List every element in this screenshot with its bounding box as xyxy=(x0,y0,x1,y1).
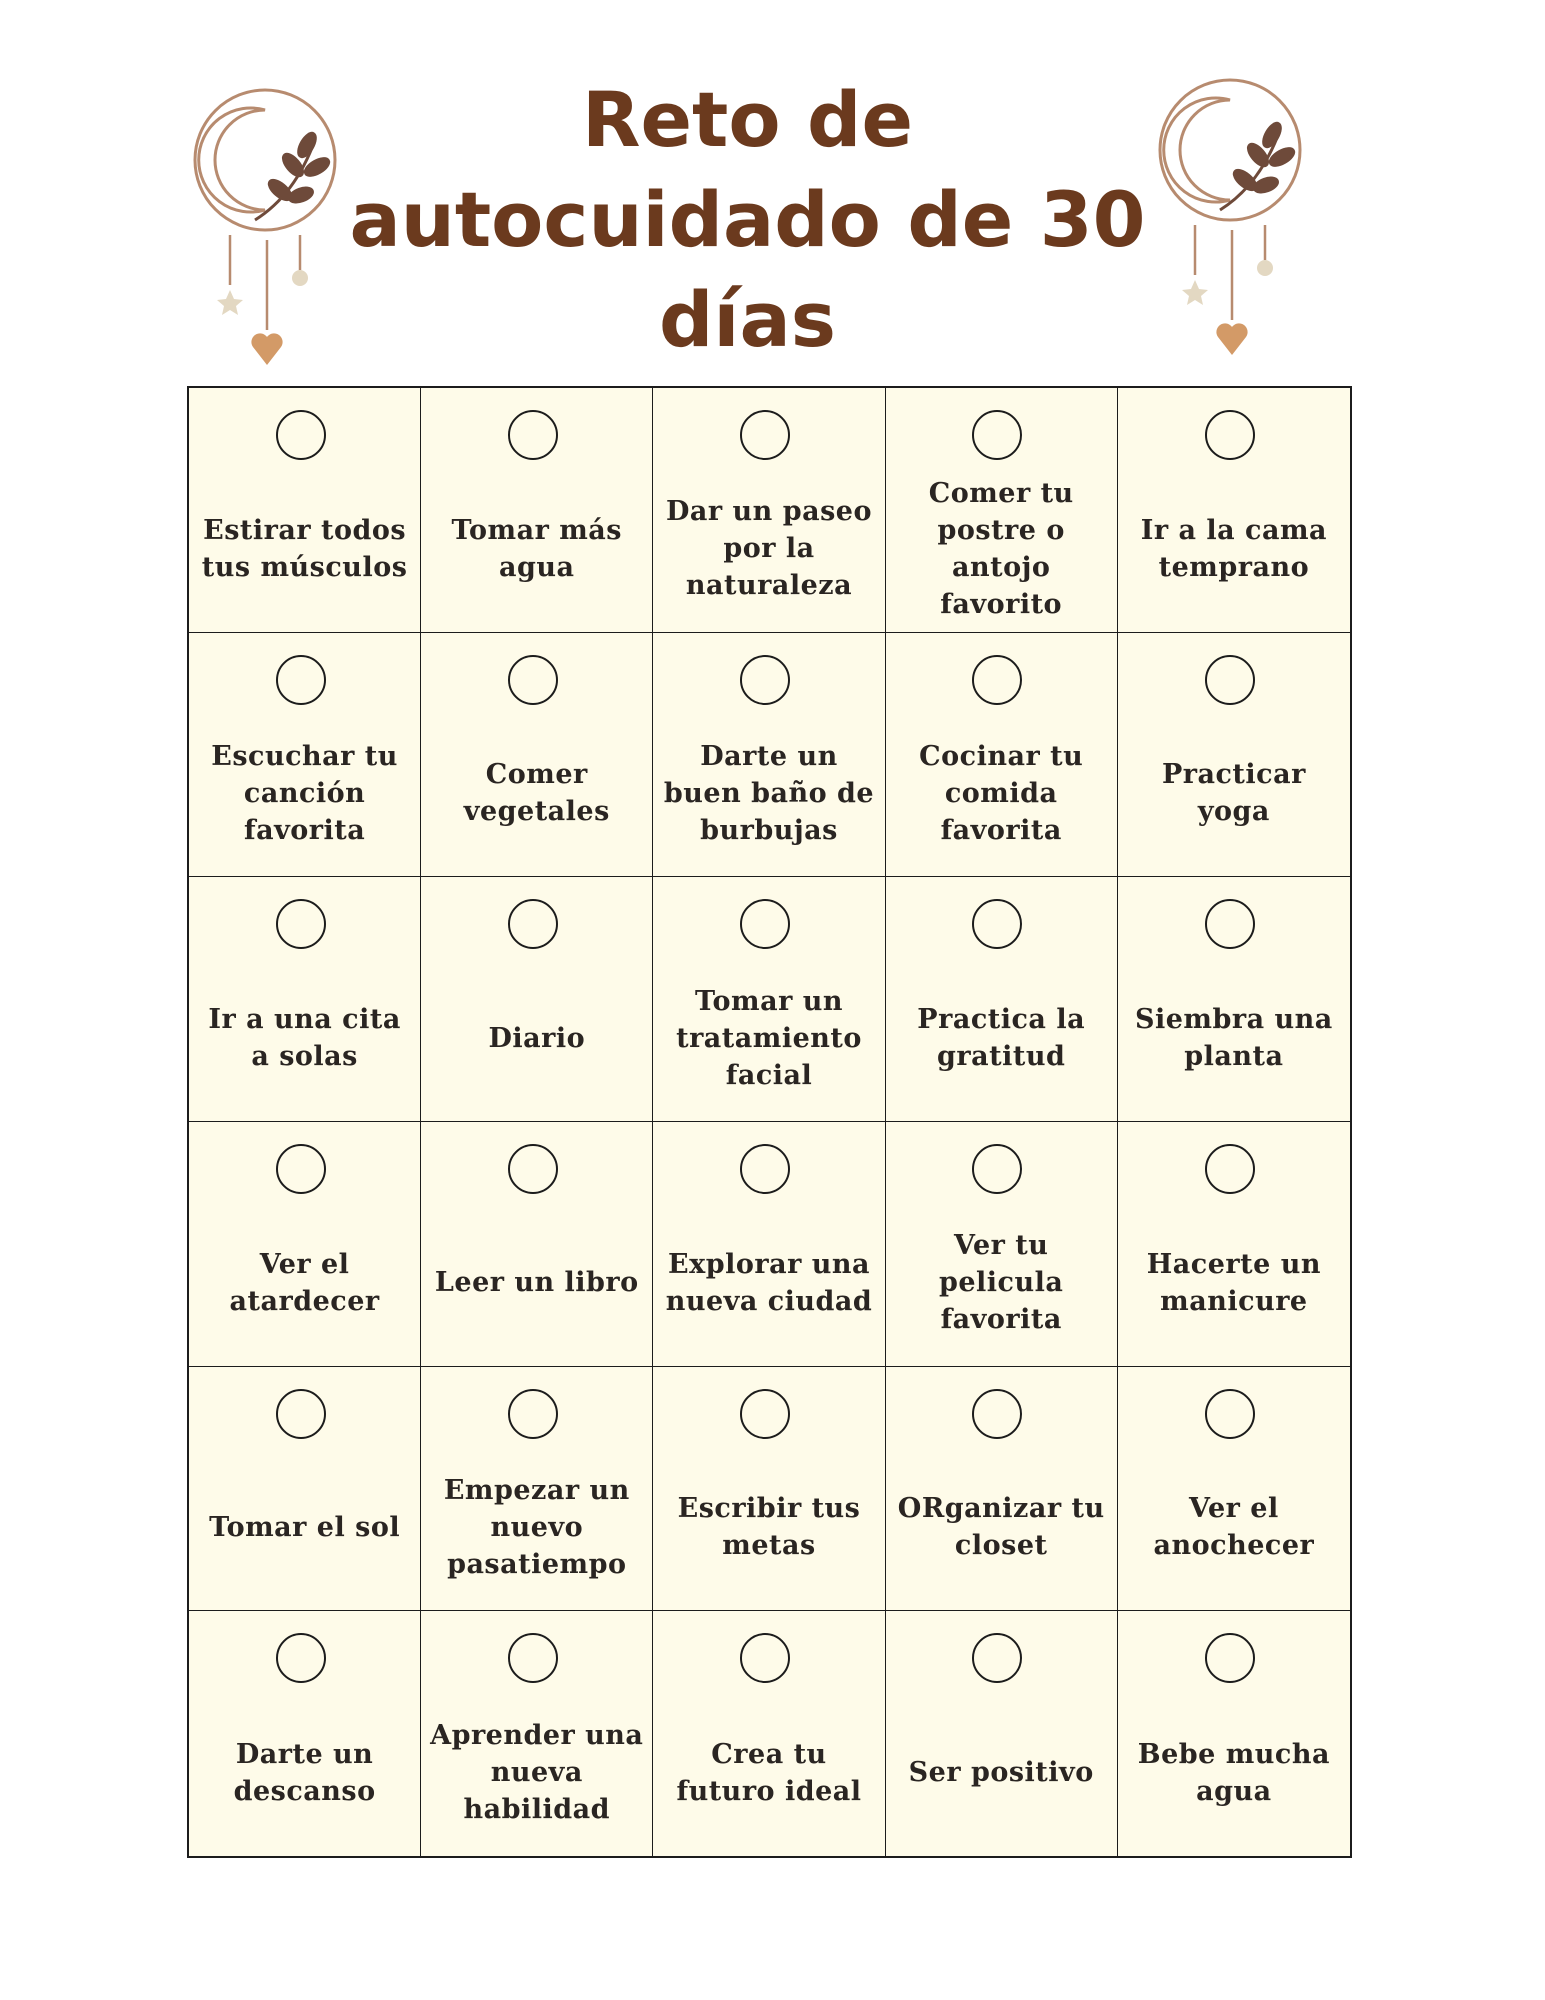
challenge-cell xyxy=(653,388,885,633)
title-line-3: días xyxy=(659,275,836,364)
challenge-label: Practica la gratitud xyxy=(917,1004,1086,1073)
challenge-cell xyxy=(886,1611,1118,1856)
challenge-cell xyxy=(421,1611,653,1856)
heart-icon xyxy=(1216,323,1247,355)
crescent-moon-icon xyxy=(1160,80,1300,220)
checkbox-circle[interactable] xyxy=(276,655,326,705)
challenge-label: Ir a la cama temprano xyxy=(1140,514,1328,583)
dot-icon xyxy=(1257,260,1273,276)
challenge-label: Comer tu postre o antojo favorito xyxy=(928,477,1074,620)
challenge-cell xyxy=(421,1367,653,1612)
title-line-2: autocuidado de 30 xyxy=(349,175,1146,264)
challenge-cell xyxy=(653,1122,885,1367)
challenge-cell xyxy=(421,1122,653,1367)
challenge-label: Siembra una planta xyxy=(1135,1004,1333,1073)
checkbox-circle[interactable] xyxy=(972,655,1022,705)
checkbox-circle[interactable] xyxy=(1205,1144,1255,1194)
challenge-label: Empezar un nuevo pasatiempo xyxy=(443,1474,630,1580)
challenge-label: Escribir tus metas xyxy=(677,1493,861,1562)
challenge-cell xyxy=(189,1122,421,1367)
challenge-label: Cocinar tu comida favorita xyxy=(919,740,1084,846)
challenge-label: Explorar una nueva ciudad xyxy=(665,1248,873,1317)
crescent-moon-icon xyxy=(195,90,335,230)
checkbox-circle[interactable] xyxy=(508,1633,558,1683)
challenge-label: Ver el atardecer xyxy=(229,1248,380,1317)
challenge-cell xyxy=(1118,633,1350,878)
checkbox-circle[interactable] xyxy=(276,899,326,949)
challenge-cell xyxy=(189,877,421,1122)
challenge-cell xyxy=(653,1611,885,1856)
checkbox-circle[interactable] xyxy=(508,410,558,460)
checkbox-circle[interactable] xyxy=(1205,410,1255,460)
challenge-cell xyxy=(1118,388,1350,633)
challenge-cell xyxy=(189,1611,421,1856)
moon-decoration-left xyxy=(185,85,345,375)
challenge-cell xyxy=(886,388,1118,633)
challenge-cell xyxy=(189,388,421,633)
checkbox-circle[interactable] xyxy=(276,410,326,460)
checkbox-circle[interactable] xyxy=(508,1389,558,1439)
challenge-cell xyxy=(886,1367,1118,1612)
checkbox-circle[interactable] xyxy=(740,899,790,949)
checkbox-circle[interactable] xyxy=(972,1633,1022,1683)
challenge-label: Darte un descanso xyxy=(233,1738,376,1807)
challenge-label: Diario xyxy=(488,1022,586,1054)
heart-icon xyxy=(251,333,282,365)
challenge-cell xyxy=(421,633,653,878)
star-icon xyxy=(217,290,243,315)
checkbox-circle[interactable] xyxy=(1205,655,1255,705)
challenge-label: Estirar todos tus músculos xyxy=(201,514,408,583)
challenge-label: Tomar un tratamiento facial xyxy=(676,985,862,1091)
checkbox-circle[interactable] xyxy=(740,1633,790,1683)
checkbox-circle[interactable] xyxy=(276,1389,326,1439)
star-icon xyxy=(1182,280,1208,305)
challenge-label: Ser positivo xyxy=(908,1757,1094,1789)
challenge-cell xyxy=(421,388,653,633)
checkbox-circle[interactable] xyxy=(1205,1389,1255,1439)
challenge-label: Escuchar tu canción favorita xyxy=(211,740,398,846)
challenge-cell xyxy=(189,1367,421,1612)
checkbox-circle[interactable] xyxy=(1205,899,1255,949)
checkbox-circle[interactable] xyxy=(972,410,1022,460)
challenge-grid xyxy=(187,386,1352,1858)
checkbox-circle[interactable] xyxy=(508,1144,558,1194)
checkbox-circle[interactable] xyxy=(740,1144,790,1194)
checkbox-circle[interactable] xyxy=(740,1389,790,1439)
challenge-cell xyxy=(653,1367,885,1612)
challenge-cell xyxy=(1118,877,1350,1122)
challenge-label: Tomar más agua xyxy=(451,514,623,583)
title-line-1: Reto de xyxy=(581,75,913,164)
challenge-cell xyxy=(1118,1367,1350,1612)
challenge-label: Comer vegetales xyxy=(463,759,610,828)
challenge-label: Practicar yoga xyxy=(1161,759,1306,828)
challenge-cell xyxy=(189,633,421,878)
challenge-label: Darte un buen baño de burbujas xyxy=(663,740,875,846)
challenge-label: Tomar el sol xyxy=(209,1511,401,1543)
page-title xyxy=(330,70,1165,370)
leaf-branch-icon xyxy=(1220,121,1296,210)
leaf-branch-icon xyxy=(255,131,331,220)
checkbox-circle[interactable] xyxy=(508,899,558,949)
challenge-label: Hacerte un manicure xyxy=(1146,1248,1321,1317)
challenge-cell xyxy=(886,1122,1118,1367)
challenge-label: Ver tu pelicula favorita xyxy=(938,1230,1064,1336)
challenge-label: Leer un libro xyxy=(434,1267,639,1299)
challenge-cell xyxy=(886,633,1118,878)
challenge-cell xyxy=(653,633,885,878)
challenge-cell xyxy=(1118,1122,1350,1367)
challenge-cell xyxy=(653,877,885,1122)
challenge-cell xyxy=(1118,1611,1350,1856)
checkbox-circle[interactable] xyxy=(972,899,1022,949)
challenge-label: Ver el anochecer xyxy=(1153,1493,1315,1562)
checkbox-circle[interactable] xyxy=(972,1144,1022,1194)
checkbox-circle[interactable] xyxy=(1205,1633,1255,1683)
challenge-label: Dar un paseo por la naturaleza xyxy=(666,496,872,602)
challenge-label: Crea tu futuro ideal xyxy=(676,1738,862,1807)
checkbox-circle[interactable] xyxy=(276,1144,326,1194)
checkbox-circle[interactable] xyxy=(508,655,558,705)
checkbox-circle[interactable] xyxy=(276,1633,326,1683)
checkbox-circle[interactable] xyxy=(740,410,790,460)
dot-icon xyxy=(292,270,308,286)
challenge-label: Aprender una nueva habilidad xyxy=(430,1720,644,1826)
checkbox-circle[interactable] xyxy=(972,1389,1022,1439)
challenge-label: Bebe mucha agua xyxy=(1137,1738,1330,1807)
challenge-cell xyxy=(421,877,653,1122)
challenge-label: Ir a una cita a solas xyxy=(208,1004,401,1073)
moon-decoration-right xyxy=(1150,75,1310,365)
checkbox-circle[interactable] xyxy=(740,655,790,705)
challenge-label: ORganizar tu closet xyxy=(897,1493,1105,1562)
challenge-cell xyxy=(886,877,1118,1122)
